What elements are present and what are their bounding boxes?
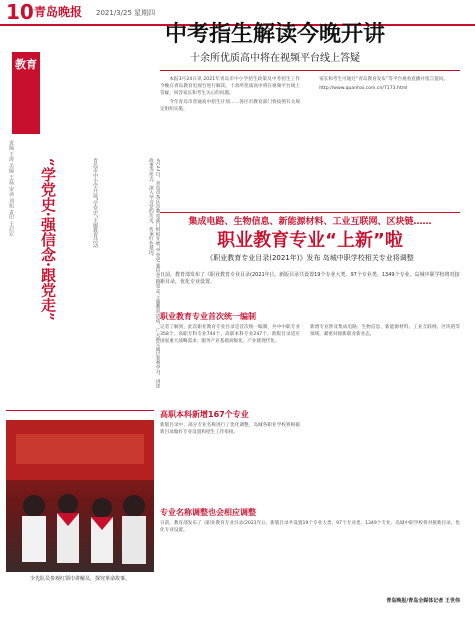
main-article-para: 家长和考生可通过“青岛教育发布”等平台观看直播并留言提问。 [319, 77, 448, 82]
second-article-headline: 职业教育专业“上新”啦 [217, 230, 403, 251]
main-article-col-1 [160, 76, 300, 206]
main-article-col-2 [310, 76, 460, 206]
section-text: 日前，教育部发布了《职业教育专业目录(2021年)》。新版目录共设置19个专业大类、97个专业类、1349个专业。岛城中职学校将对接新目录，优化专业设置。 [160, 521, 460, 533]
second-article-lead: 日前，教育部发布了《职业教育专业目录(2021年)》。新版目录共设置19个专业大类、97个专业类、1349个专业。岛城中职学校将对接新目录，优化专业设置。 [160, 272, 460, 285]
section-text: 新版目录中，部分专业名称进行了优化调整，岛城各职业学校将根据新目录做好专业设置和招生工作衔接。 [160, 423, 300, 435]
side-feature-title: “学党史·强信念·跟党走” [39, 158, 57, 321]
photo-caption: 少先队员参观红领巾讲解员，探究革命故事。 [29, 576, 130, 582]
section-heading: 职业教育专业首次统一编制 [160, 312, 256, 321]
main-article-para: 本报3月24日讯 2021年青岛市中小学招生政策及中考招生工作今晚在青岛教育电视台进行解读。十余所优质高中将在视频平台线上答疑，回答家长和考生关心的问题。 [160, 77, 300, 96]
second-article-byline: 青岛晚报/青岛全媒体记者 王世伟 [386, 598, 460, 604]
main-headline: 中考指生解读今晚开讲 [164, 22, 385, 47]
section-text: 新增专业涉及集成电路、生物信息、新能源材料、工业互联网、区块链等领域，紧密对接新职业新业态。 [310, 325, 460, 337]
photo-scene-icon [6, 420, 154, 572]
divider [160, 212, 460, 213]
section-tag-sub: 周刊 [15, 101, 34, 111]
second-article-kicker: 集成电路、生物信息、新能源材料、工业互联网、区块链…… [188, 217, 432, 227]
newspaper-name: 青岛晚报 [34, 5, 83, 19]
main-article-link[interactable]: http://www.quanhai.com.cn/7173.html [319, 86, 408, 91]
second-article-subheadline: 《职业教育专业目录(2021年)》发布 岛城中职学校相关专业将调整 [206, 254, 414, 262]
main-article-para: 今年青岛市普通高中招生计划……各区市教育部门将按照有关规定组织实施。 [160, 100, 300, 112]
divider [6, 410, 154, 411]
section-heading: 高职本科新增167个专业 [160, 410, 249, 419]
side-feature-text: 3月23日，青岛市各区市教育部门组织开展“学党史·强信念·跟党走”主题教育活动，广大师生通过参观学习、讲述故事等形式，深入学习党的历史，传承红色基因。 [148, 158, 160, 388]
side-feature-byline: 青岛市中小学开展“学党史”主题教育活动 [92, 158, 98, 249]
page-number: 10 [6, 0, 34, 24]
page-credits: 责编 王涛 美编 王磊 审读 刘旭 责印 王启宏 [8, 140, 14, 237]
news-photo [6, 420, 154, 572]
main-subheadline: 十余所优质高中将在视频平台线上答疑 [190, 53, 360, 64]
section-text: 记者了解到，此次职业教育专业目录是首次统一编制，共中中职专业358个、高职专科专业744个、高职本科专业247个。新版目录适应国家重大战略需求，服务产业基础高级化、产业链现代化。 [160, 325, 300, 344]
section-heading: 专业名称调整也会相应调整 [160, 508, 256, 517]
section-tag: 教育 [12, 52, 40, 134]
issue-date: 2021/3/25 星期四 [96, 9, 156, 17]
divider [160, 70, 460, 71]
